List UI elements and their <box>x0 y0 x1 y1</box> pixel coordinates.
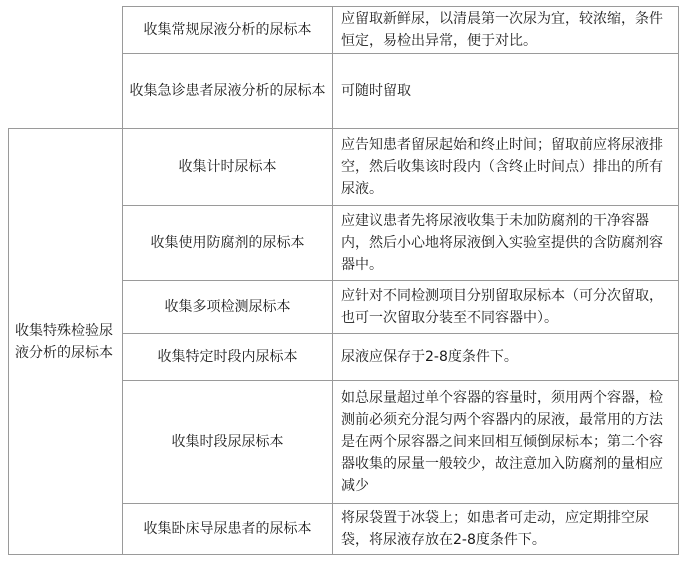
specimen-desc-cell: 应留取新鲜尿，以清晨第一次尿为宜，较浓缩，条件恒定，易检出异常，便于对比。 <box>333 7 679 54</box>
specimen-desc-cell: 应建议患者先将尿液收集于未加防腐剂的干净容器内，然后小心地将尿液倒入实验室提供的含防腐剂容器中。 <box>333 206 679 281</box>
specimen-name-cell: 收集使用防腐剂的尿标本 <box>123 206 333 281</box>
specimen-desc-cell: 可随时留取 <box>333 54 679 129</box>
specimen-name-cell: 收集时段尿尿标本 <box>123 381 333 504</box>
specimen-desc-cell: 如总尿量超过单个容器的容量时，须用两个容器，检测前必须充分混匀两个容器内的尿液，最常用的方法是在两个尿容器之间来回相互倾倒尿标本；第二个容器收集的尿量一般较少，故注意加入防腐剂的量相应减少 <box>333 381 679 504</box>
category-cell: 收集特殊检验尿液分析的尿标本 <box>9 129 123 555</box>
specimen-desc-cell: 将尿袋置于冰袋上；如患者可走动，应定期排空尿袋，将尿液存放在2-8度条件下。 <box>333 504 679 555</box>
specimen-name-cell: 收集计时尿标本 <box>123 129 333 206</box>
table-row <box>9 7 679 54</box>
specimen-desc-cell: 应告知患者留尿起始和终止时间；留取前应将尿液排空，然后收集该时段内（含终止时间点）排出的所有尿液。 <box>333 129 679 206</box>
specimen-name-cell: 收集急诊患者尿液分析的尿标本 <box>123 54 333 129</box>
specimen-name-cell: 收集常规尿液分析的尿标本 <box>123 7 333 54</box>
specimen-name-cell: 收集卧床导尿患者的尿标本 <box>123 504 333 555</box>
category-cell-empty <box>9 7 123 129</box>
specimen-name-cell: 收集特定时段内尿标本 <box>123 334 333 381</box>
specimen-desc-cell: 应针对不同检测项目分别留取尿标本（可分次留取，也可一次留取分装至不同容器中）。 <box>333 281 679 334</box>
urine-specimen-table <box>8 6 679 555</box>
specimen-name-cell: 收集多项检测尿标本 <box>123 281 333 334</box>
specimen-desc-cell: 尿液应保存于2-8度条件下。 <box>333 334 679 381</box>
table-row <box>9 129 679 206</box>
